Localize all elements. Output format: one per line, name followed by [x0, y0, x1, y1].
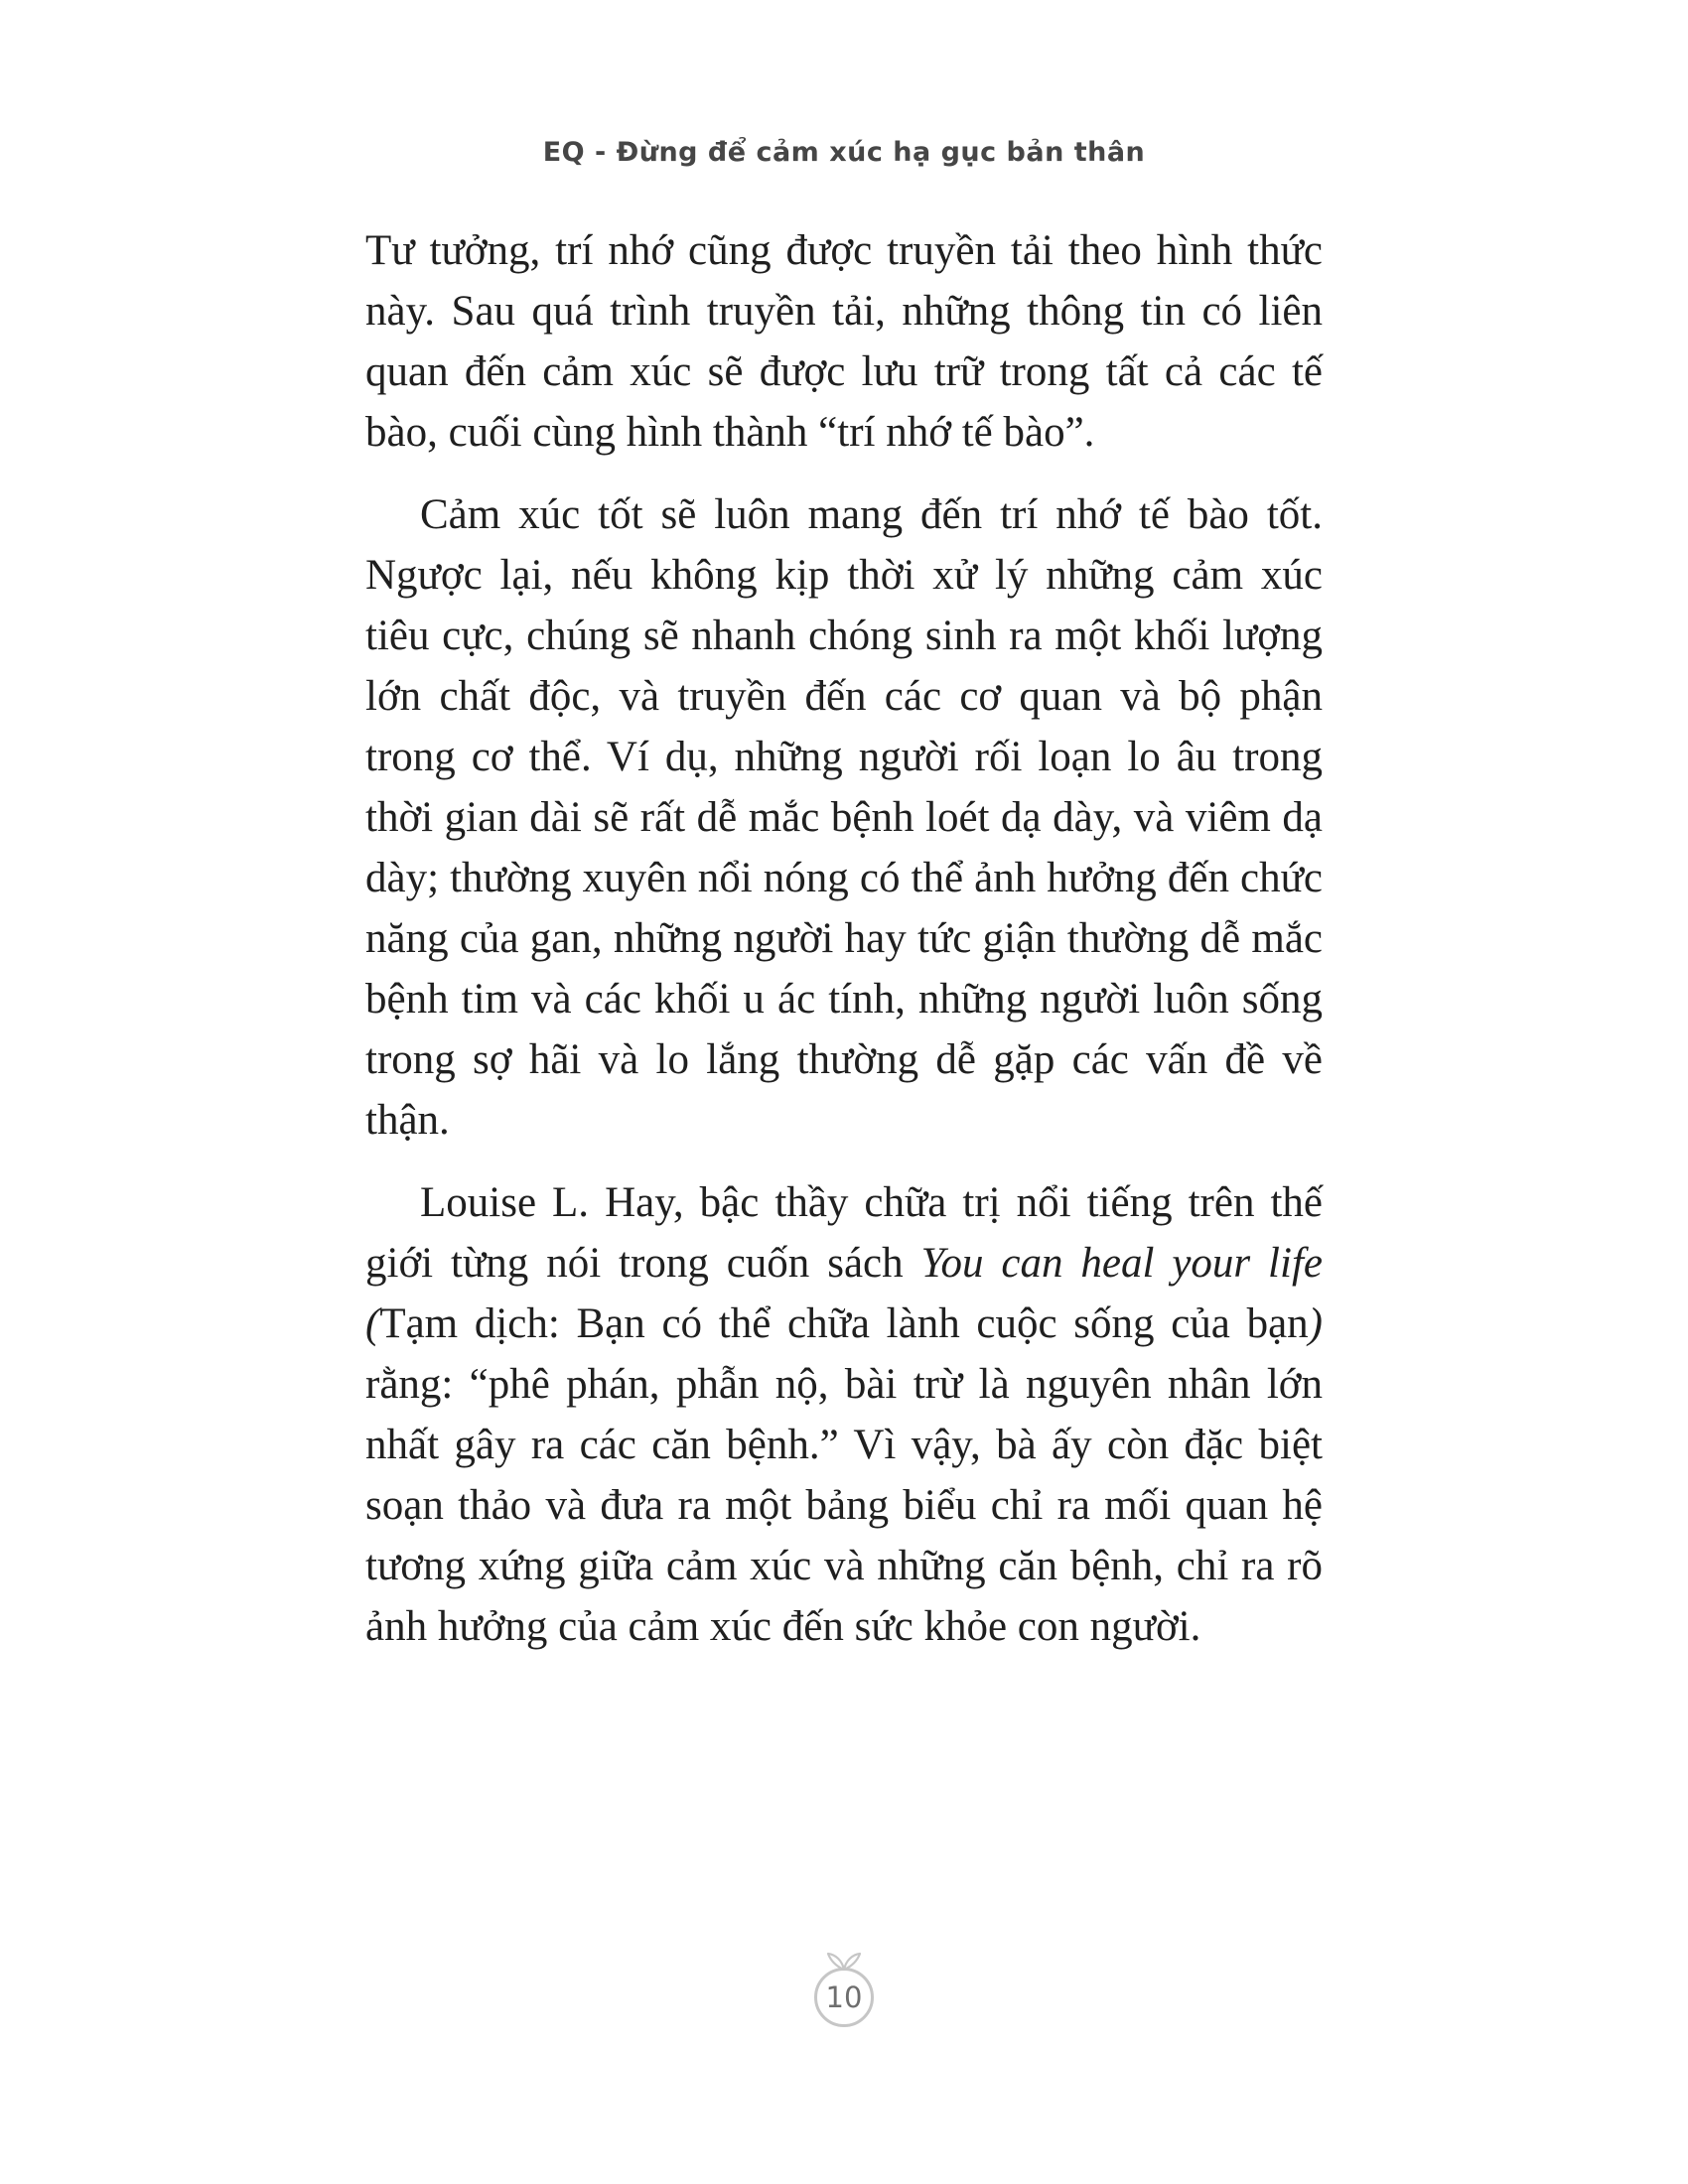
paragraph-text: Tạm dịch: Bạn có thể chữa lành cuộc sống của bạn — [379, 1300, 1309, 1347]
paragraph-text-italic: ) — [1308, 1300, 1323, 1347]
paragraph: Tư tưởng, trí nhớ cũng được truyền tải theo hình thức này. Sau quá trình truyền tải, những thông tin có liên quan đến cảm xúc sẽ được lưu trữ trong tất cả các tế bào, cuối cùng hình thành “trí nhớ tế bào”. — [365, 227, 1323, 456]
paragraph-text: rằng: “phê phán, phẫn nộ, bài trừ là nguyên nhân lớn nhất gây ra các căn bệnh.” Vì vậy, bà ấy còn đặc biệt soạn thảo và đưa ra một bảng biểu chỉ ra mối quan hệ tương xứng giữa cảm xúc và những căn bệnh, chỉ ra rõ ảnh hưởng của cảm xúc đến sức khỏe con người. — [365, 1361, 1323, 1650]
page-content — [365, 220, 1323, 1679]
paragraph: Cảm xúc tốt sẽ luôn mang đến trí nhớ tế bào tốt. Ngược lại, nếu không kịp thời xử lý những cảm xúc tiêu cực, chúng sẽ nhanh chóng sinh ra một khối lượng lớn chất độc, và truyền đến các cơ quan và bộ phận trong cơ thể. Ví dụ, những người rối loạn lo âu trong thời gian dài sẽ rất dễ mắc bệnh loét dạ dày, và viêm dạ dày; thường xuyên nổi nóng có thể ảnh hưởng đến chức năng của gan, những người hay tức giận thường dễ mắc bệnh tim và các khối u ác tính, những người luôn sống trong sợ hãi và lo lắng thường dễ gặp các vấn đề về thận. — [365, 491, 1323, 1144]
paragraph — [365, 1172, 1323, 1657]
page-number-circle — [814, 1968, 874, 2027]
page-number: 10 — [825, 1980, 863, 2014]
page-number-badge — [809, 1948, 879, 2027]
book-title-italic: You can heal your life ( — [365, 1240, 1323, 1347]
apple-leaf-icon — [821, 1948, 867, 1972]
paragraph-text: Louise L. Hay, bậc thầy chữa trị nổi tiếng trên thế giới từng nói trong cuốn sách — [365, 1179, 1323, 1287]
running-header: EQ - Đừng để cảm xúc hạ gục bản thân — [542, 137, 1146, 168]
